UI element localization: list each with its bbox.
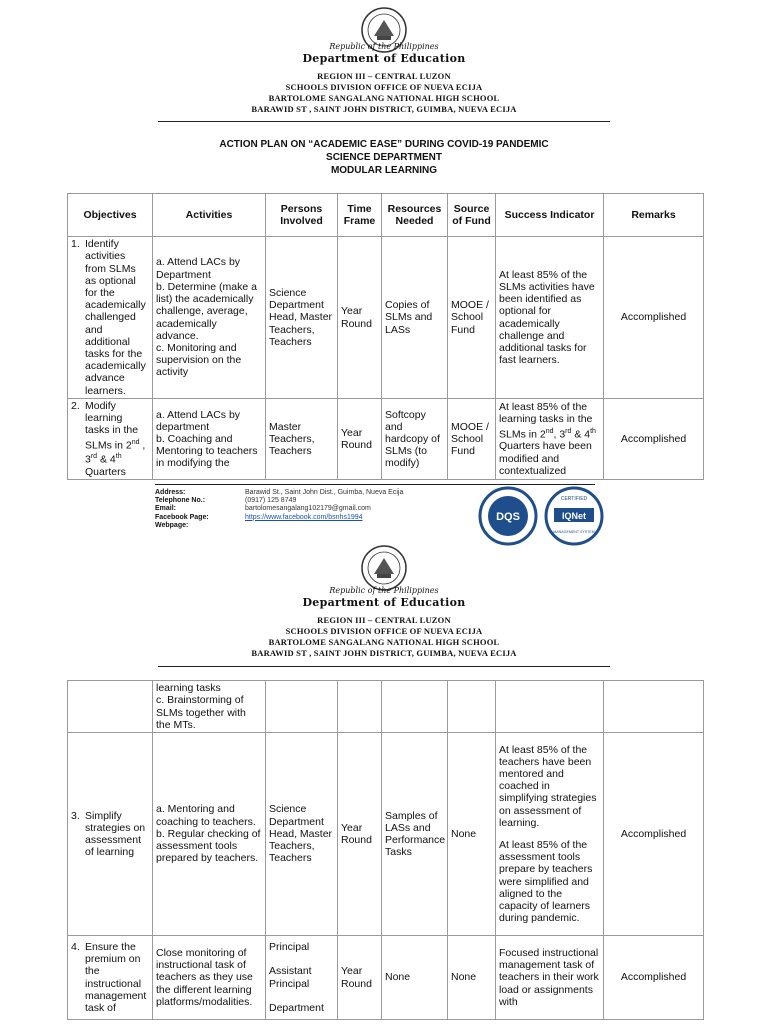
persons-cell [266, 681, 338, 733]
header-persons: Persons Involved [266, 194, 338, 237]
time-cell: Year Round [338, 936, 382, 1020]
activity-b: b. Determine (make a list) the academically challenge, average, academically advance. [156, 280, 257, 342]
school-text: BARTOLOME SANGALANG NATIONAL HIGH SCHOOL [268, 637, 500, 647]
remarks-cell: Accomplished [604, 936, 704, 1020]
objective-cell [68, 733, 153, 936]
activity-a: a. Attend LACs by Department [156, 256, 241, 281]
division-text: SCHOOLS DIVISION OFFICE OF NUEVA ECIJA [285, 82, 483, 92]
fund-cell [448, 681, 496, 733]
indicator-cell: At least 85% of the SLMs activities have been identified as optional for academically challenge and additional tasks for fast learners. [496, 237, 604, 399]
table-row [68, 399, 704, 480]
facebook-label: Facebook Page: [155, 513, 209, 521]
address-value: Barawid St., Saint John Dist., Guimba, Nueva Ecija [245, 489, 404, 496]
republic-text: Republic of the Philippines [329, 42, 439, 51]
header-fund: Source of Fund [448, 194, 496, 237]
header-rule [158, 666, 610, 667]
time-cell: Year Round [338, 237, 382, 399]
action-plan-table [67, 193, 704, 480]
header-rule [158, 121, 610, 122]
phone-label: Telephone No.: [155, 497, 206, 505]
objective-cell [68, 237, 153, 399]
objective-text: Simplify strategies on assessment of learning [85, 809, 146, 859]
dqs-certification-icon [478, 486, 538, 546]
header-objectives: Objectives [68, 194, 153, 237]
deped-seal-icon [353, 544, 415, 592]
school-text: BARTOLOME SANGALANG NATIONAL HIGH SCHOOL [268, 93, 500, 103]
remarks-cell [604, 681, 704, 733]
header-indicator: Success Indicator [496, 194, 604, 237]
title-line-1: ACTION PLAN ON “ACADEMIC EASE” DURING COVID-19 PANDEMIC [219, 139, 549, 150]
fund-cell: None [448, 936, 496, 1020]
letterhead [0, 42, 768, 115]
resources-cell: Copies of SLMs and LASs [382, 237, 448, 399]
action-plan-table-continued [67, 680, 704, 1020]
row-number: 3. [71, 809, 80, 822]
activity-a: a. Attend LACs by department [156, 408, 241, 433]
activity-b: b. Regular checking of assessment tools prepared by teachers. [156, 827, 261, 865]
resources-cell: Samples of LASs and Performance Tasks [382, 733, 448, 936]
activities-cell [153, 399, 266, 480]
region-text: REGION III – CENTRAL LUZON [317, 71, 451, 81]
fund-cell: MOOE / School Fund [448, 237, 496, 399]
row-number: 1. [71, 238, 80, 251]
objective-cell [68, 936, 153, 1020]
objective-text: Modify learning tasks in the SLMs in 2nd , 3rd & 4th Quarters [85, 400, 146, 479]
objective-cell [68, 399, 153, 480]
persons-cell [266, 936, 338, 1020]
indicator-cell: At least 85% of the learning tasks in the SLMs in 2nd, 3rd & 4th Quarters have been modified and contextualized [496, 399, 604, 480]
table-row [68, 681, 704, 733]
person-a: Principal [269, 941, 310, 954]
department-text: Department of Education [302, 596, 466, 609]
header-time: Time Frame [338, 194, 382, 237]
svg-text:MANAGEMENT SYSTEM: MANAGEMENT SYSTEM [553, 530, 595, 534]
activity-a: a. Mentoring and coaching to teachers. [156, 803, 256, 828]
indicator-a: At least 85% of the teachers have been mentored and coached in simplifying strategies on assessment of learning. [499, 743, 597, 829]
email-value[interactable]: bartolomesangalang102179@gmail.com [245, 505, 371, 513]
activities-cell [153, 733, 266, 936]
activity-continued: learning tasks [156, 682, 221, 695]
person-b: Assistant Principal [269, 965, 312, 990]
activities-cell [153, 237, 266, 399]
indicator-cell [496, 681, 604, 733]
facebook-link[interactable]: https://www.facebook.com/bsnhs1994 [245, 513, 363, 521]
email-label: Email: [155, 505, 177, 513]
activity-c: c. Brainstorming of SLMs together with the MTs. [156, 694, 246, 731]
activity-c: c. Monitoring and supervision on the activity [156, 341, 242, 379]
letterhead [0, 586, 768, 659]
document-title [0, 138, 768, 177]
svg-text:CERTIFIED: CERTIFIED [560, 496, 588, 502]
indicator-cell [496, 733, 604, 936]
table-row [68, 733, 704, 936]
title-line-2: SCIENCE DEPARTMENT [326, 152, 442, 163]
time-cell: Year Round [338, 399, 382, 480]
activities-cell: Close monitoring of instructional task of teachers as they use the different learning platforms/modalities. [153, 936, 266, 1020]
persons-cell: Science Department Head, Master Teachers, Teachers [266, 733, 338, 936]
table-row [68, 237, 704, 399]
header-activities: Activities [153, 194, 266, 237]
fund-cell: None [448, 733, 496, 936]
resources-cell [382, 681, 448, 733]
iqnet-certification-icon [544, 486, 604, 546]
webpage-label: Webpage: [155, 521, 189, 529]
department-text: Department of Education [302, 52, 466, 65]
address-text: BARAWID ST , SAINT JOHN DISTRICT, GUIMBA, NUEVA ECIJA [251, 648, 517, 658]
indicator-cell: Focused instructional management task of teachers in their work load or assignments with [496, 936, 604, 1020]
remarks-cell: Accomplished [604, 733, 704, 936]
indicator-b: At least 85% of the assessment tools prepare by teachers were simplified and aligned to the capacity of learners during pandemic. [499, 839, 593, 925]
phone-value: (0917) 125 8749 [245, 497, 297, 505]
objective-cell [68, 681, 153, 733]
remarks-cell: Accomplished [604, 399, 704, 480]
activity-b: b. Coaching and Mentoring to teachers in modifying the [156, 433, 258, 470]
objective-text: Identify activities from SLMs as optional for the academically challenged and additional tasks for the academically advance learners. [85, 238, 146, 397]
region-text: REGION III – CENTRAL LUZON [317, 615, 451, 625]
remarks-cell: Accomplished [604, 237, 704, 399]
republic-text: Republic of the Philippines [329, 586, 439, 595]
row-number: 2. [71, 400, 80, 412]
header-resources: Resources Needed [382, 194, 448, 237]
time-cell: Year Round [338, 733, 382, 936]
resources-cell: None [382, 936, 448, 1020]
header-remarks: Remarks [604, 194, 704, 237]
time-cell [338, 681, 382, 733]
resources-cell: Softcopy and hardcopy of SLMs (to modify) [382, 399, 448, 480]
footer-rule [155, 484, 595, 485]
fund-cell: MOOE / School Fund [448, 399, 496, 480]
persons-cell: Science Department Head, Master Teachers, Teachers [266, 237, 338, 399]
table-header-row [68, 194, 704, 237]
persons-cell: Master Teachers, Teachers [266, 399, 338, 480]
division-text: SCHOOLS DIVISION OFFICE OF NUEVA ECIJA [285, 626, 483, 636]
table-row [68, 936, 704, 1020]
title-line-3: MODULAR LEARNING [330, 165, 438, 176]
address-text: BARAWID ST , SAINT JOHN DISTRICT, GUIMBA, NUEVA ECIJA [251, 104, 517, 114]
svg-text:DQS: DQS [496, 511, 520, 523]
svg-text:IQNet: IQNet [561, 511, 587, 521]
row-number: 4. [71, 940, 80, 953]
address-label: Address: [155, 489, 186, 496]
activities-cell [153, 681, 266, 733]
objective-text: Ensure the premium on the instructional management task of [85, 940, 147, 1014]
person-c: Department [269, 1001, 324, 1014]
